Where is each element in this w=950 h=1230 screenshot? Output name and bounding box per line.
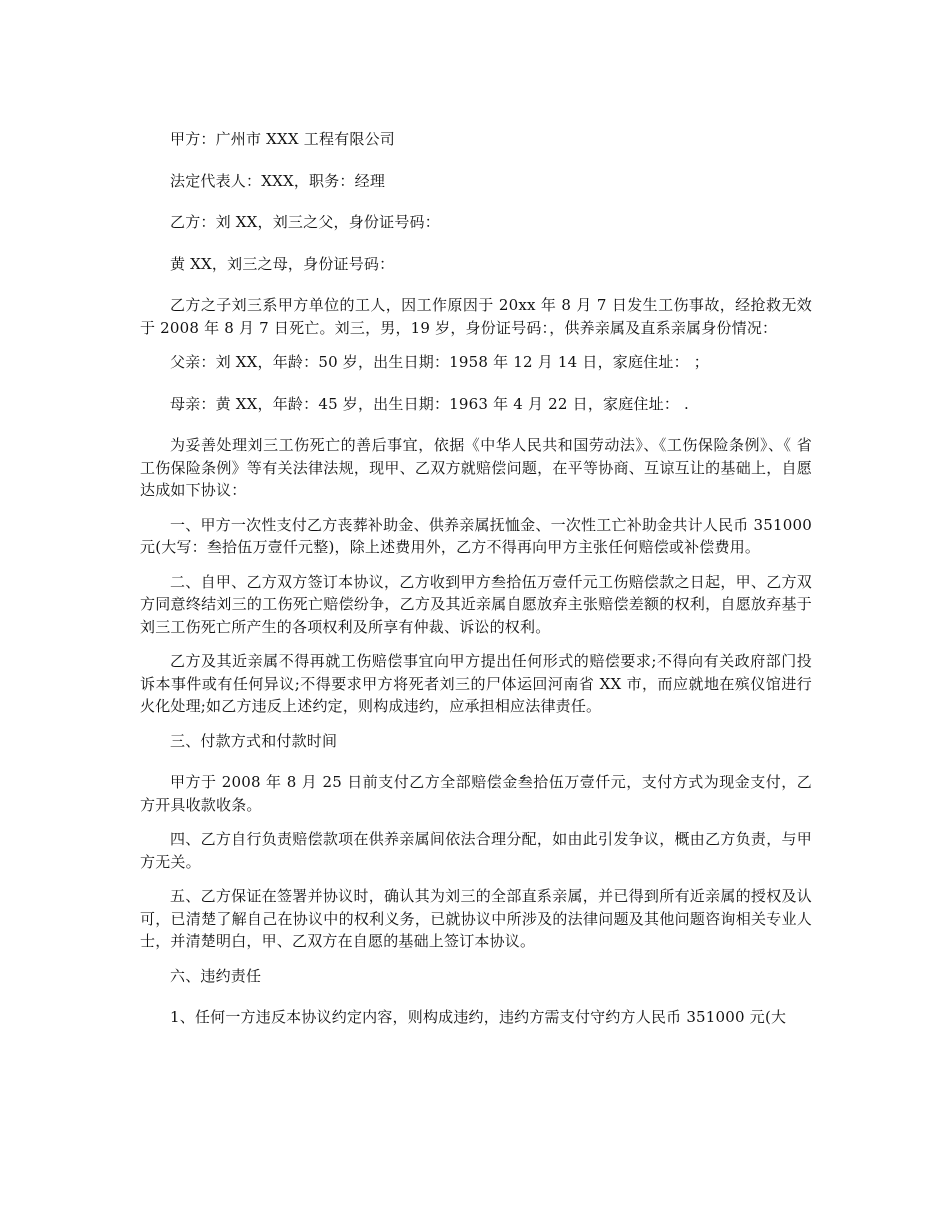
accident-description-paragraph: 乙方之子刘三系甲方单位的工人，因工作原因于 20xx 年 8 月 7 日发生工伤事故，经抢救无效于 2008 年 8 月 7 日死亡。刘三，男，19 岁，身份证号码：，供养亲属及直系亲属身份情况： [140, 296, 812, 337]
father-info-line: 父亲：刘 XX，年龄：50 岁，出生日期：1958 年 12 月 14 日，家庭住址： ； [170, 353, 709, 371]
document-page [140, 128, 812, 1041]
clause-6-heading: 六、违约责任 [170, 966, 262, 985]
legal-representative-line: 法定代表人：XXX，职务：经理 [170, 171, 386, 190]
purpose-paragraph: 为妥善处理刘三工伤死亡的善后事宜，依据《中华人民共和国劳动法》、《工伤保险条例》、《 省工伤保险条例》等有关法律法规，现甲、乙双方就赔偿问题，在平等协商、互谅互让的基础上，自愿达成如下协议： [140, 436, 812, 499]
clause-3-heading: 三、付款方式和付款时间 [170, 731, 338, 750]
clause-1-paragraph: 一、甲方一次性支付乙方丧葬补助金、供养亲属抚恤金、一次性工亡补助金共计人民币 351000 元(大写：叁拾伍万壹仟元整)，除上述费用外，乙方不得再向甲方主张任何赔偿或补偿费用。 [140, 515, 812, 556]
breach-clause-1-paragraph: 1、任何一方违反本协议约定内容，则构成违约，违约方需支付守约方人民币 351000 元(大 [170, 1008, 787, 1026]
party-b-mother-line: 黄 XX，刘三之母，身份证号码： [170, 254, 395, 273]
mother-info-line: 母亲：黄 XX，年龄：45 岁，出生日期：1963 年 4 月 22 日，家庭住址： . [170, 394, 689, 413]
clause-5-paragraph: 五、乙方保证在签署并协议时，确认其为刘三的全部直系亲属，并已得到所有近亲属的授权及认可，已清楚了解自己在协议中的权利义务，已就协议中所涉及的法律问题及其他问题咨询相关专业人士，并清楚明白，甲、乙双方在自愿的基础上签订本协议。 [140, 887, 812, 950]
clause-2-continued-paragraph: 乙方及其近亲属不得再就工伤赔偿事宜向甲方提出任何形式的赔偿要求;不得向有关政府部门投诉本事件或有任何异议;不得要求甲方将死者刘三的尸体运回河南省 XX 市，而应就地在殡仪馆进行火化处理;如乙方违反上述约定，则构成违约，应承担相应法律责任。 [140, 652, 812, 715]
clause-4-paragraph: 四、乙方自行负责赔偿款项在供养亲属间依法合理分配，如由此引发争议，概由乙方负责，与甲方无关。 [140, 830, 812, 871]
party-b-father-line: 乙方：刘 XX，刘三之父，身份证号码： [170, 213, 440, 231]
payment-terms-paragraph: 甲方于 2008 年 8 月 25 日前支付乙方全部赔偿金叁拾伍万壹仟元，支付方式为现金支付，乙方开具收款收条。 [140, 773, 812, 814]
clause-2-paragraph: 二、自甲、乙方双方签订本协议，乙方收到甲方叁拾伍万壹仟元工伤赔偿款之日起，甲、乙方双方同意终结刘三的工伤死亡赔偿纷争，乙方及其近亲属自愿放弃主张赔偿差额的权利，自愿放弃基于刘三工伤死亡所产生的各项权利及所享有仲裁、诉讼的权利。 [140, 572, 812, 636]
party-a-line: 甲方：广州市 XXX 工程有限公司 [170, 130, 395, 148]
